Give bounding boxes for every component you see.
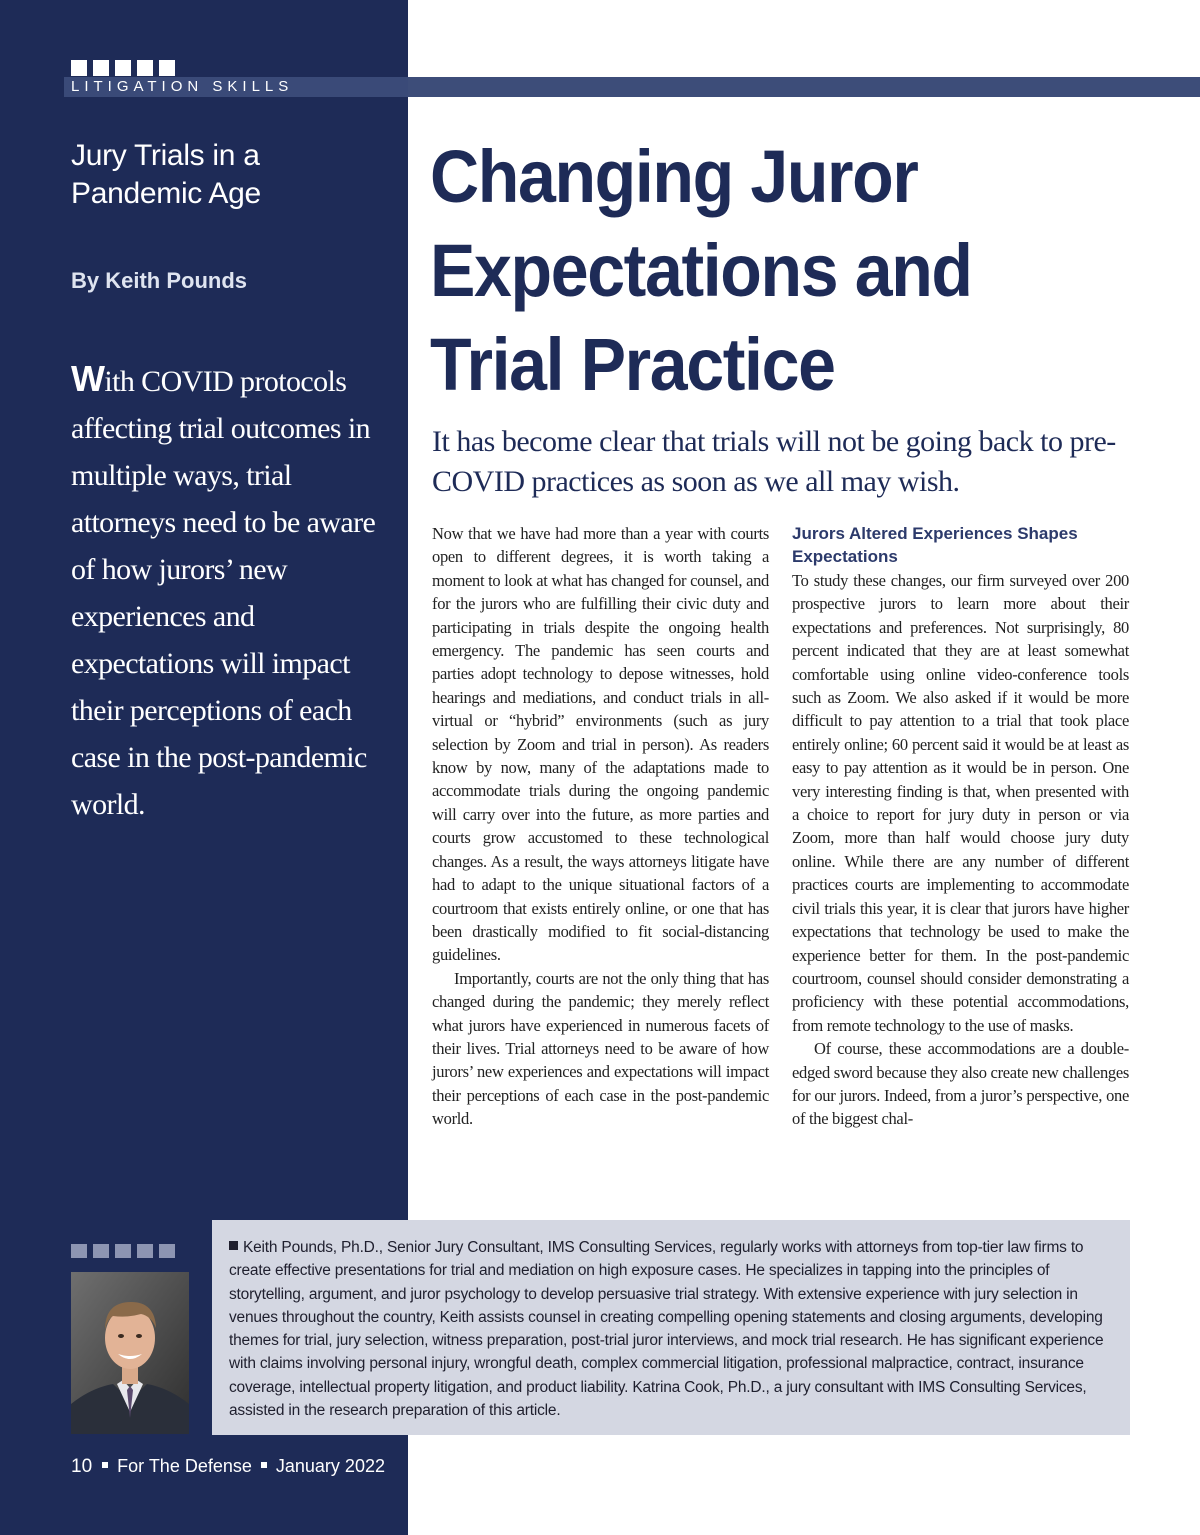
sidebar-title: Jury Trials in a Pandemic Age — [71, 139, 261, 210]
headline-line-2: Expectations and — [430, 229, 972, 312]
paragraph: To study these changes, our firm surveyed over 200 prospective jurors to learn more about their expectations and preferences. Not surprisingly, 80 percent indicated that they are at least somewhat comfortable using online video-conference tools such as Zoom. We also asked if it would be more difficult to pay attention to a trial that took place entirely online; 60 percent said it would be at least as easy to pay attention as it would be in person. One very interesting finding is that, when presented with a choice to report for jury duty in person or via Zoom, more than half would choose jury duty online. While there are any number of different practices courts are implementing to accommodate civil trials this year, it is clear that jurors have higher expectations that technology be used to make the experience better for them. In the post-pandemic courtroom, counsel should consider demonstrating a proficiency with these potential accommodations, from remote technology to the use of masks. — [792, 571, 1129, 1035]
headline-line-3: Trial Practice — [430, 323, 835, 406]
deck-subtitle: It has become clear that trials will not be going back to pre-COVID practices as soon as we all may wish. — [432, 425, 1116, 498]
section-subhead: Jurors Altered Experiences Shapes Expectations — [792, 524, 1078, 566]
article-column-2 — [792, 522, 1129, 1131]
issue-date: January 2022 — [275, 1456, 385, 1476]
page-footer — [71, 1456, 385, 1478]
headline — [430, 130, 1129, 412]
byline: By Keith Pounds — [71, 268, 248, 293]
publication-name: For The Defense — [117, 1456, 252, 1476]
paragraph: Of course, these accommodations are a double-edged sword because they also create new challenges for our jurors. Indeed, from a juror’s perspective, one of the biggest chal- — [792, 1039, 1130, 1129]
page-number: 10 — [71, 1456, 93, 1477]
section-label: LITIGATION SKILLS — [71, 78, 294, 95]
author-bio-text — [229, 1236, 1115, 1422]
author-portrait-icon — [71, 1272, 189, 1434]
bio-squares-icon — [71, 1244, 181, 1258]
author-photo — [71, 1272, 189, 1434]
headline-line-1: Changing Juror — [430, 135, 918, 218]
pullquote-dropcap: W — [71, 358, 105, 399]
article-column-1 — [432, 522, 769, 1131]
pullquote-text: ith COVID protocols affecting trial outcomes in multiple ways, trial attorneys need to be aware of how jurors’ new experiences and expectations will impact their perceptions of each case in the post-pandemic world. — [71, 365, 376, 821]
bio-paragraph: Keith Pounds, Ph.D., Senior Jury Consultant, IMS Consulting Services, regularly works with attorneys from top-tier law firms to create effective presentations for trial and mediation on high exposure cases. He specializes in tapping into the principles of storytelling, argument, and juror psychology to develop persuasive trial strategy. With extensive experience with jury selection in venues throughout the country, Keith assists counsel in creating compelling opening statements and closing arguments, developing themes for trial, jury selection, witness preparation, post-trial juror interviews, and mock trial research. He has significant experience with claims involving personal injury, wrongful death, complex commercial litigation, professional malpractice, contract, insurance coverage, intellectual property litigation, and product liability. Katrina Cook, Ph.D., a jury consultant with IMS Consulting Services, assisted in the research preparation of this article. — [229, 1239, 1104, 1420]
separator-icon — [102, 1462, 108, 1468]
paragraph: Importantly, courts are not the only thing that has changed during the pandemic; they merely reflect what jurors have experienced in numerous facets of their lives. Trial attorneys need to be aware of how jurors’ new experiences and expectations will impact their perceptions of each case in the post-pandemic world. — [432, 968, 769, 1129]
paragraph: Now that we have had more than a year with courts open to different degrees, it is worth taking a moment to look at what has changed for counsel, and for the jurors who are fulfilling their civic duty and participating in trials despite the ongoing health emergency. The pandemic has seen courts and parties adopt technology to depose witnesses, hold hearings and mediations, and conduct trials in all-virtual or “hybrid” environments (such as jury selection by Zoom and trial in person). As readers know by now, many of the adaptations made to accommodate trials during the ongoing pandemic will carry over into the future, as more parties and courts grow accustomed to these technological changes. As a result, the ways attorneys litigate have had to adapt to the unique situational factors of a courtroom that exists entirely online, or one that has been drastically modified to fit social-distancing guidelines. — [432, 524, 769, 965]
section-squares-icon — [71, 60, 181, 76]
separator-icon — [261, 1462, 267, 1468]
pullquote — [71, 355, 391, 828]
bullet-icon — [229, 1241, 238, 1250]
